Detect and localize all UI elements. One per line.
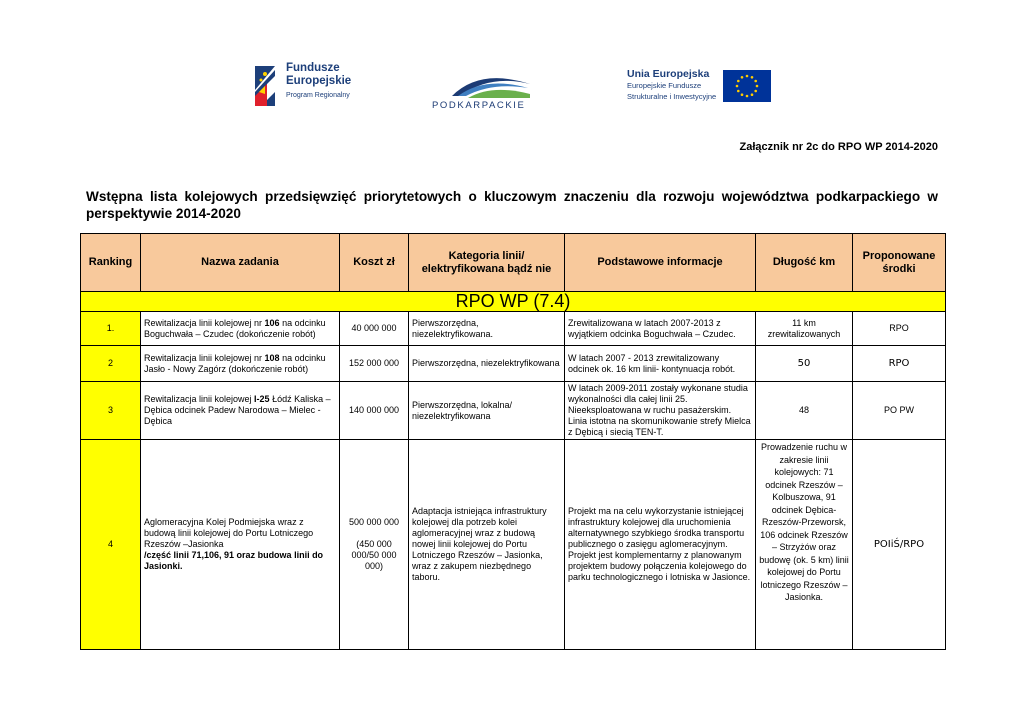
document-title: Wstępna lista kolejowych przedsięwzięć priorytetowych o kluczowym znaczeniu dla rozwoju województwa podkarpackiego w perspektywie 2014-2020: [86, 189, 938, 221]
row-funds: POIiŚ/RPO: [853, 440, 946, 650]
fe-line1: Fundusze: [286, 62, 340, 74]
table-row: [81, 312, 946, 346]
podkarpackie-logo: [430, 66, 545, 110]
row-info: W latach 2009-2011 zostały wykonane studia wykonalności dla całej linii 25. Nieeksploatowana w ruchu pasażerskim. Linia istotna na skomunikowanie strefy Mielca z Dębicą i siecią TEN-T.: [565, 382, 756, 440]
row-cost: 140 000 000: [340, 382, 409, 440]
row-name: Aglomeracyjna Kolej Podmiejska wraz z budową linii kolejowej do Portu Lotniczego Rzeszów –Jasionka /część linii 71,106, 91 oraz budowa linii do Jasionki.: [141, 440, 340, 650]
header-info: Podstawowe informacje: [565, 234, 756, 292]
row-cost: 40 000 000: [340, 312, 409, 346]
row-funds: PO PW: [853, 382, 946, 440]
table-row: [81, 440, 946, 650]
ue-line2: Europejskie Fundusze: [627, 81, 702, 90]
podkarpackie-wave-icon: [430, 66, 545, 100]
header-funds: Proponowane środki: [853, 234, 946, 292]
fe-flag-icon: [253, 62, 283, 108]
row-info: Zrewitalizowana w latach 2007-2013 z wyjątkiem odcinka Boguchwała – Czudec.: [565, 312, 756, 346]
row-category: Pierwszorzędna, niezelektryfikowana: [409, 346, 565, 382]
table-header-row: [81, 234, 946, 292]
row-length: 50: [756, 346, 853, 382]
row-length: 11 km zrewitalizowanych: [756, 312, 853, 346]
table-row: [81, 346, 946, 382]
row-category: Adaptacja istniejąca infrastruktury kolejowej dla potrzeb kolei aglomeracyjnej wraz z budową nowej linii kolejowej do Portu Lotniczego Rzeszów – Jasionka, wraz z zakupem niezbędnego taboru.: [409, 440, 565, 650]
row-ranking: 4: [81, 440, 141, 650]
eu-flag-icon: [723, 70, 771, 102]
row-cost: 500 000 000 (450 000 000/50 000 000): [340, 440, 409, 650]
row-category: Pierwszorzędna, niezelektryfikowana.: [409, 312, 565, 346]
row-ranking: 1.: [81, 312, 141, 346]
header-category: Kategoria linii/ elektryfikowana bądź nie: [409, 234, 565, 292]
row-ranking: 2: [81, 346, 141, 382]
row-category: Pierwszorzędna, lokalna/ niezelektryfikowana: [409, 382, 565, 440]
logo-bar: [0, 58, 1024, 114]
section-row: [81, 292, 946, 312]
fe-line2: Europejskie: [286, 75, 352, 87]
row-info: Projekt ma na celu wykorzystanie istniejącej infrastruktury kolejowej dla uruchomienia alternatywnego szybkiego środka transportu publicznego o zasięgu aglomeracyjnym. Projekt jest komplementarny z planowanym projektem budowy połączenia kolejowego do parku technologicznego i lotniska w Jasionce.: [565, 440, 756, 650]
row-funds: RPO: [853, 346, 946, 382]
ue-line1: Unia Europejska: [627, 68, 710, 80]
table-row: [81, 382, 946, 440]
row-name: Rewitalizacja linii kolejowej I-25 Łódź Kaliska – Dębica odcinek Padew Narodowa – Mielec - Dębica: [141, 382, 340, 440]
annex-label: Załącznik nr 2c do RPO WP 2014-2020: [739, 141, 938, 153]
row-info: W latach 2007 - 2013 zrewitalizowany odcinek ok. 16 km linii- kontynuacja robót.: [565, 346, 756, 382]
section-title: RPO WP (7.4): [81, 292, 946, 312]
row-length: Prowadzenie ruchu w zakresie linii kolejowych: 71 odcinek Rzeszów – Kolbuszowa, 91 odcinek Dębica-Rzeszów-Przeworsk, 106 odcinek Rzeszów – Strzyżów oraz budowę (ok. 5 km) linii kolejowej do Portu lotniczego Rzeszów – Jasionka.: [756, 440, 853, 650]
row-ranking: 3: [81, 382, 141, 440]
row-length: 48: [756, 382, 853, 440]
fundusze-europejskie-logo: [253, 62, 373, 110]
fe-line3: Program Regionalny: [286, 92, 350, 99]
row-funds: RPO: [853, 312, 946, 346]
row-name: Rewitalizacja linii kolejowej nr 108 na odcinku Jasło - Nowy Zagórz (dokończenie robót): [141, 346, 340, 382]
header-length: Długość km: [756, 234, 853, 292]
projects-table: [80, 233, 946, 650]
unia-europejska-logo: [617, 68, 777, 108]
podkarpackie-text: PODKARPACKIE: [432, 100, 526, 111]
row-cost: 152 000 000: [340, 346, 409, 382]
ue-line3: Strukturalne i Inwestycyjne: [627, 92, 717, 101]
header-ranking: Ranking: [81, 234, 141, 292]
header-name: Nazwa zadania: [141, 234, 340, 292]
row-name: Rewitalizacja linii kolejowej nr 106 na odcinku Boguchwała – Czudec (dokończenie robót): [141, 312, 340, 346]
header-cost: Koszt zł: [340, 234, 409, 292]
